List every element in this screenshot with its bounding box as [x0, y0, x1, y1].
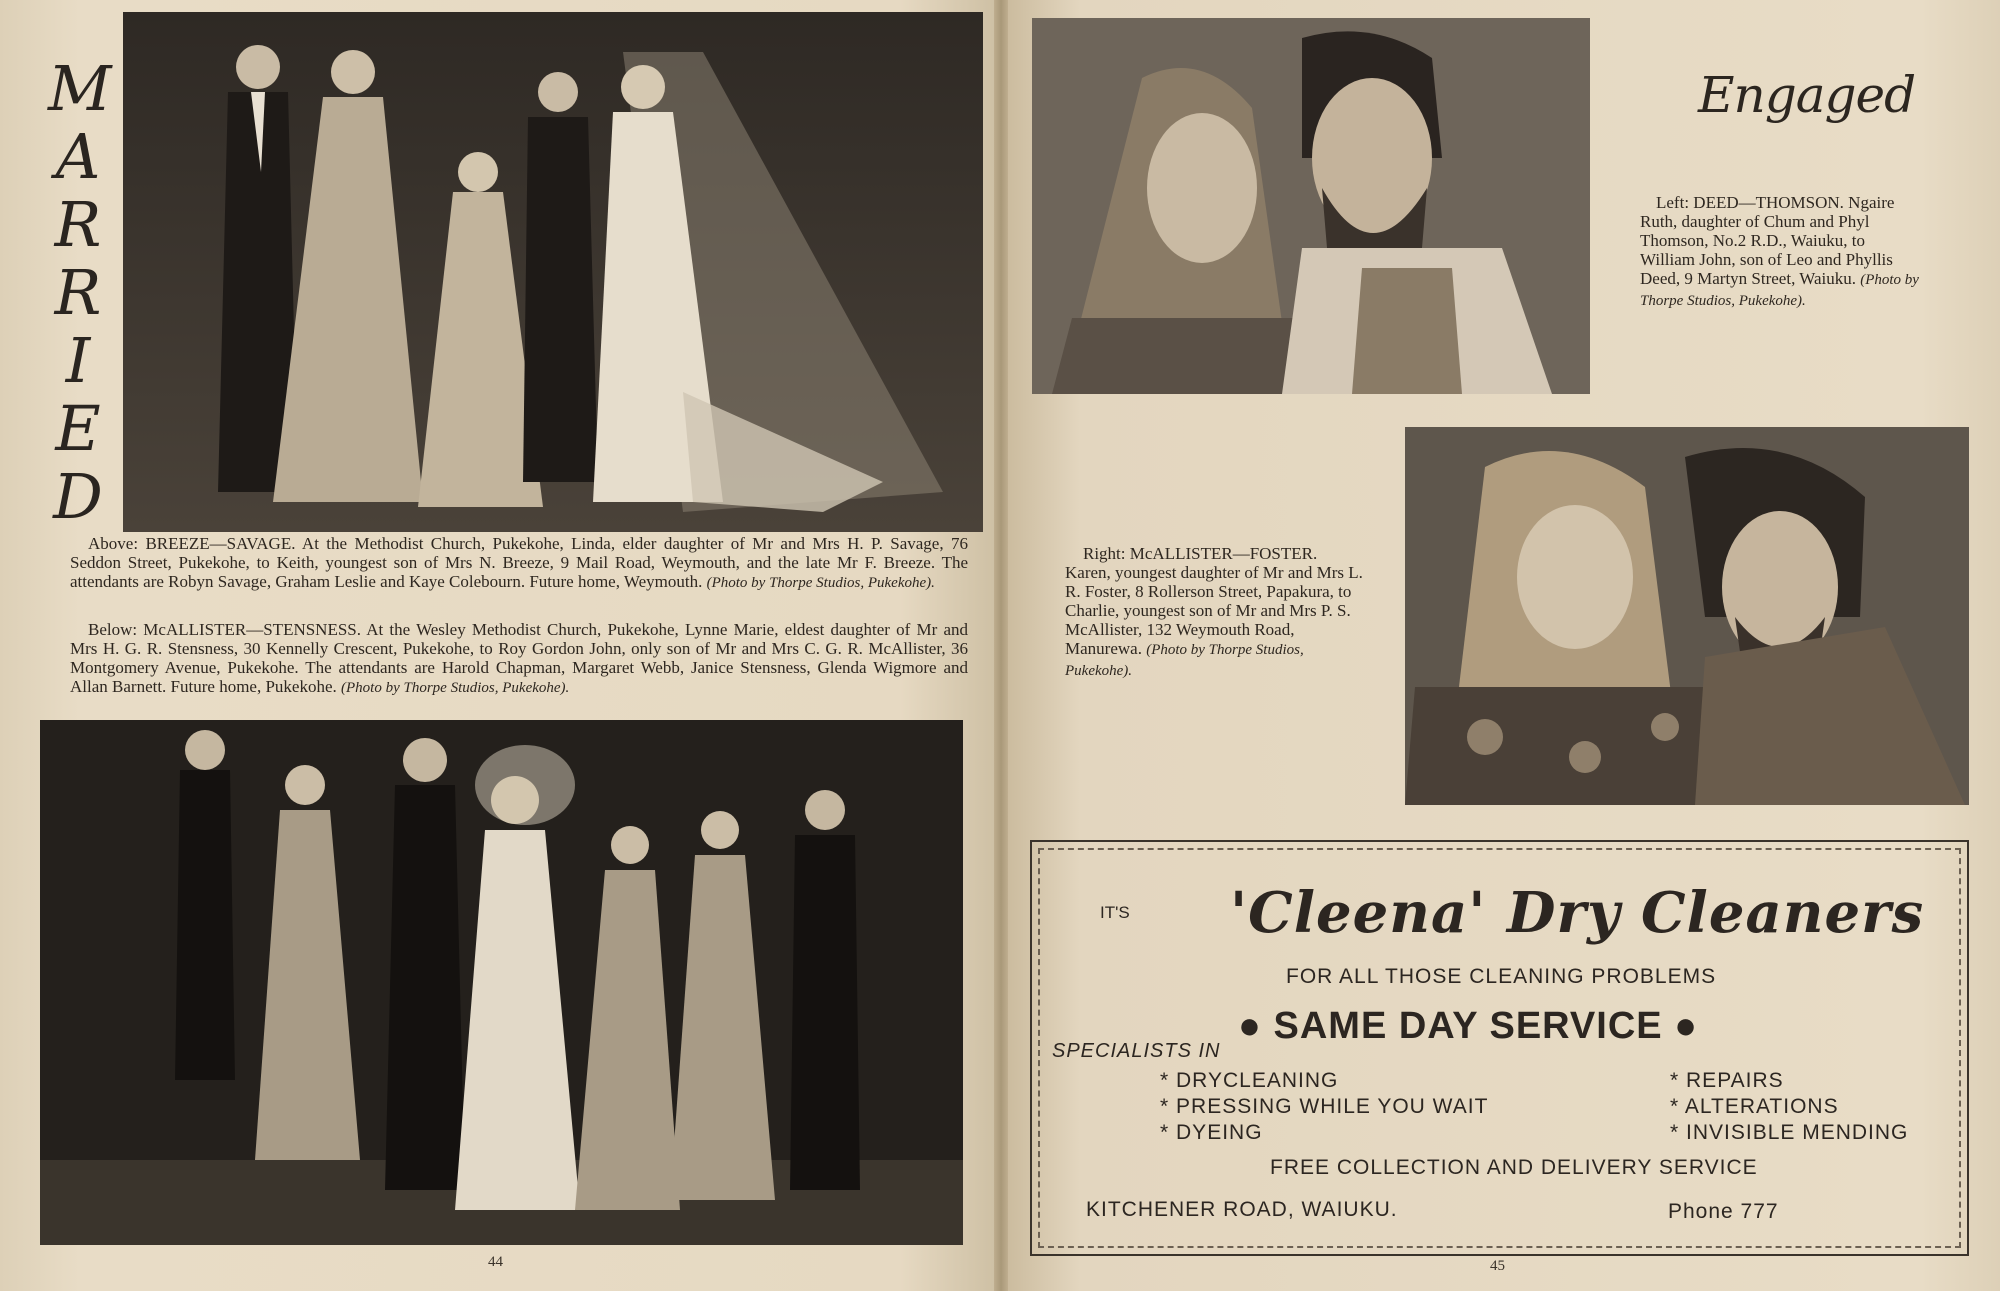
photo-credit: (Photo by Thorpe Studios, Pukekohe).: [706, 575, 935, 591]
service-item: * REPAIRS: [1670, 1068, 1908, 1094]
caption-mcallister-stensness: [70, 620, 968, 698]
ad-services-right: [1670, 1068, 1908, 1146]
caption-text: BREEZE—SAVAGE. At the Methodist Church, Pukekohe, Linda, elder daughter of Mr and Mrs H. P. Savage, 76 Seddon Street, Pukekohe, to Keith, youngest son of Mrs N. Breeze, 9 Mail Road, Weymouth, and the late Mr F. Breeze. The attendants are Robyn Savage, Graham Leslie and Kaye Colebourn. Future home, Weymouth.: [70, 534, 968, 591]
photo-credit: (Photo by Thorpe Studios, Pukekohe).: [1065, 642, 1304, 679]
service-item: * DRYCLEANING: [1160, 1068, 1488, 1094]
caption-text: McALLISTER—FOSTER. Karen, youngest daughter of Mr and Mrs L. R. Foster, 8 Rollerson Street, Papakura, to Charlie, youngest son of Mr and Mrs P. S. McAllister, 132 Weymouth Road, Manurewa.: [1065, 544, 1363, 658]
ad-brand-name: 'Cleena' Dry Cleaners: [1230, 880, 1925, 946]
photo-credit: (Photo by Thorpe Studios, Pukekohe).: [341, 680, 570, 696]
page-number-left: 44: [488, 1254, 503, 1270]
caption-deed-thomson: [1640, 193, 1920, 311]
caption-breeze-savage: [70, 534, 968, 593]
caption-text: McALLISTER—STENSNESS. At the Wesley Methodist Church, Pukekohe, Lynne Marie, eldest daughter of Mr and Mrs H. G. R. Stensness, 30 Kennelly Crescent, Pukekohe, to Roy Gordon John, only son of Mr and Mrs C. G. R. McAllister, 36 Montgomery Avenue, Pukekohe. The attendants are Harold Chapman, Margaret Webb, Janice Stensness, Glenda Wigmore and Allan Barnett. Future home, Pukekohe.: [70, 620, 968, 696]
service-item: * PRESSING WHILE YOU WAIT: [1160, 1094, 1488, 1120]
caption-lead: Right:: [1083, 544, 1126, 563]
title-letter: R: [54, 188, 102, 261]
engaged-couple-illustration: [1032, 18, 1590, 394]
title-letter: R: [54, 256, 102, 329]
wedding-photo-breeze-savage: [123, 12, 983, 532]
ad-tagline: FOR ALL THOSE CLEANING PROBLEMS: [1286, 965, 1717, 988]
caption-text: DEED—THOMSON. Ngaire Ruth, daughter of Chum and Phyl Thomson, No.2 R.D., Waiuku, to William John, son of Leo and Phyllis Deed, 9 Martyn Street, Waiuku.: [1640, 193, 1895, 288]
caption-lead: Above:: [88, 534, 139, 553]
ad-collection: FREE COLLECTION AND DELIVERY SERVICE: [1270, 1156, 1758, 1179]
married-vertical-title: [48, 52, 112, 533]
title-letter: D: [53, 460, 103, 533]
page-number-right: 45: [1490, 1258, 1505, 1274]
service-item: * ALTERATIONS: [1670, 1094, 1908, 1120]
caption-lead: Left:: [1656, 193, 1690, 212]
engagement-photo-deed-thomson: [1032, 18, 1590, 394]
title-letter: E: [55, 392, 101, 465]
caption-lead: Below:: [88, 620, 138, 639]
ad-its: IT'S: [1100, 903, 1130, 922]
title-letter: M: [48, 52, 112, 125]
caption-mcallister-foster: [1065, 544, 1365, 681]
service-item: * DYEING: [1160, 1120, 1488, 1146]
engaged-couple-illustration: [1405, 427, 1969, 805]
wedding-photo-illustration: [123, 12, 983, 532]
service-item: * INVISIBLE MENDING: [1670, 1120, 1908, 1146]
ad-specialists: SPECIALISTS IN: [1052, 1040, 1221, 1062]
title-letter: I: [65, 324, 91, 397]
ad-address: KITCHENER ROAD, WAIUKU.: [1086, 1198, 1398, 1221]
page-gutter: [994, 0, 1008, 1291]
ad-headline: ● SAME DAY SERVICE ●: [1238, 1005, 1699, 1047]
ad-services-left: [1160, 1068, 1488, 1146]
title-letter: A: [55, 120, 101, 193]
engagement-photo-mcallister-foster: [1405, 427, 1969, 805]
wedding-group-illustration: [40, 720, 963, 1245]
photo-credit: (Photo by Thorpe Studios, Pukekohe).: [1640, 272, 1919, 309]
engaged-heading: Engaged: [1698, 66, 1916, 124]
wedding-photo-mcallister-stensness: [40, 720, 963, 1245]
ad-phone: Phone 777: [1668, 1200, 1779, 1223]
